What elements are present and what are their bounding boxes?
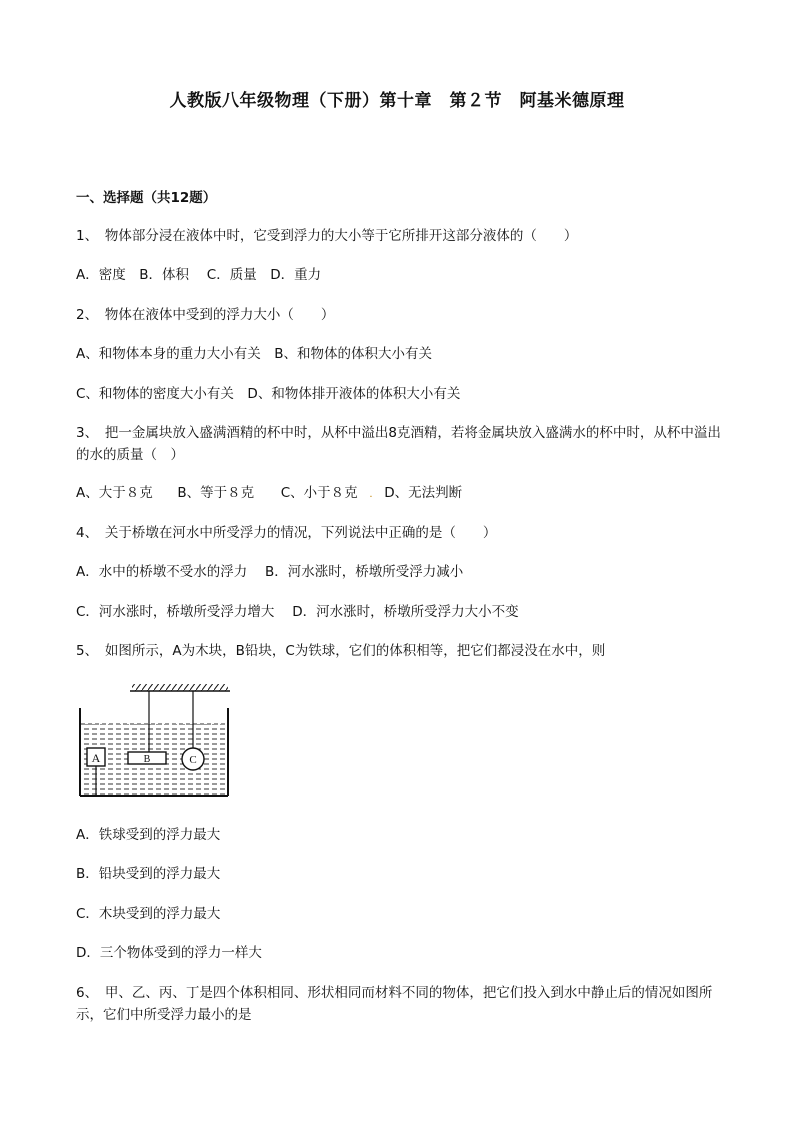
question-3-options (76, 483, 462, 505)
question-2-options-row-1: A、和物体本身的重力大小有关 B、和物体的体积大小有关 (76, 346, 432, 362)
question-2-stem: 2、 物体在液体中受到的浮力大小（ ） (76, 307, 335, 323)
question-3-option-c: C、小于８克 (280, 485, 358, 501)
question-5-option-a: A．铁球受到的浮力最大 (76, 827, 221, 843)
question-3-option-d: D、无法判断 (384, 485, 463, 501)
question-1-stem: 1、 物体部分浸在液体中时，它受到浮力的大小等于它所排开这部分液体的（ ） (76, 228, 578, 244)
block-a-label: A (91, 751, 101, 765)
question-5-stem: 5、 如图所示，A为木块，B铅块，C为铁球，它们的体积相等，把它们都浸没在水中，则 (76, 643, 606, 659)
question-5-option-b: B．铅块受到的浮力最大 (76, 866, 221, 882)
stray-dot-mark: . (369, 489, 373, 500)
question-5-option-d: D．三个物体受到的浮力一样大 (76, 945, 262, 961)
buoyancy-figure (76, 682, 232, 800)
question-2-options-row-2: C、和物体的密度大小有关 D、和物体排开液体的体积大小有关 (76, 386, 461, 402)
ceiling-hatch (132, 684, 228, 691)
question-3-stem: 3、 把一金属块放入盛满酒精的杯中时，从杯中溢出8克酒精，若将金属块放入盛满水的杯中时，从杯中溢出的水的质量（ ） (76, 425, 721, 463)
question-4-options-row-1: A．水中的桥墩不受水的浮力 B．河水涨时，桥墩所受浮力减小 (76, 564, 464, 580)
question-3-option-b: B、等于８克 (177, 485, 255, 501)
question-3-option-a: A、大于８克 (76, 485, 153, 501)
document-title: 人教版八年级物理（下册）第十章 第２节 阿基米德原理 (169, 91, 625, 111)
ball-c-label: C (189, 754, 197, 766)
question-4-stem: 4、 关于桥墩在河水中所受浮力的情况，下列说法中正确的是（ ） (76, 525, 497, 541)
block-b-label: B (143, 754, 151, 765)
question-5-option-c: C．木块受到的浮力最大 (76, 906, 221, 922)
section-heading: 一、选择题（共12题） (76, 190, 217, 206)
question-4-options-row-2: C．河水涨时，桥墩所受浮力增大 D．河水涨时，桥墩所受浮力大小不变 (76, 604, 519, 620)
buoyancy-diagram (76, 682, 232, 800)
question-1-options: A．密度 B．体积 C．质量 D．重力 (76, 267, 322, 283)
question-6-stem: 6、 甲、乙、丙、丁是四个体积相同、形状相同而材料不同的物体，把它们投入到水中静止后的情况如图所示，它们中所受浮力最小的是 (76, 985, 713, 1023)
